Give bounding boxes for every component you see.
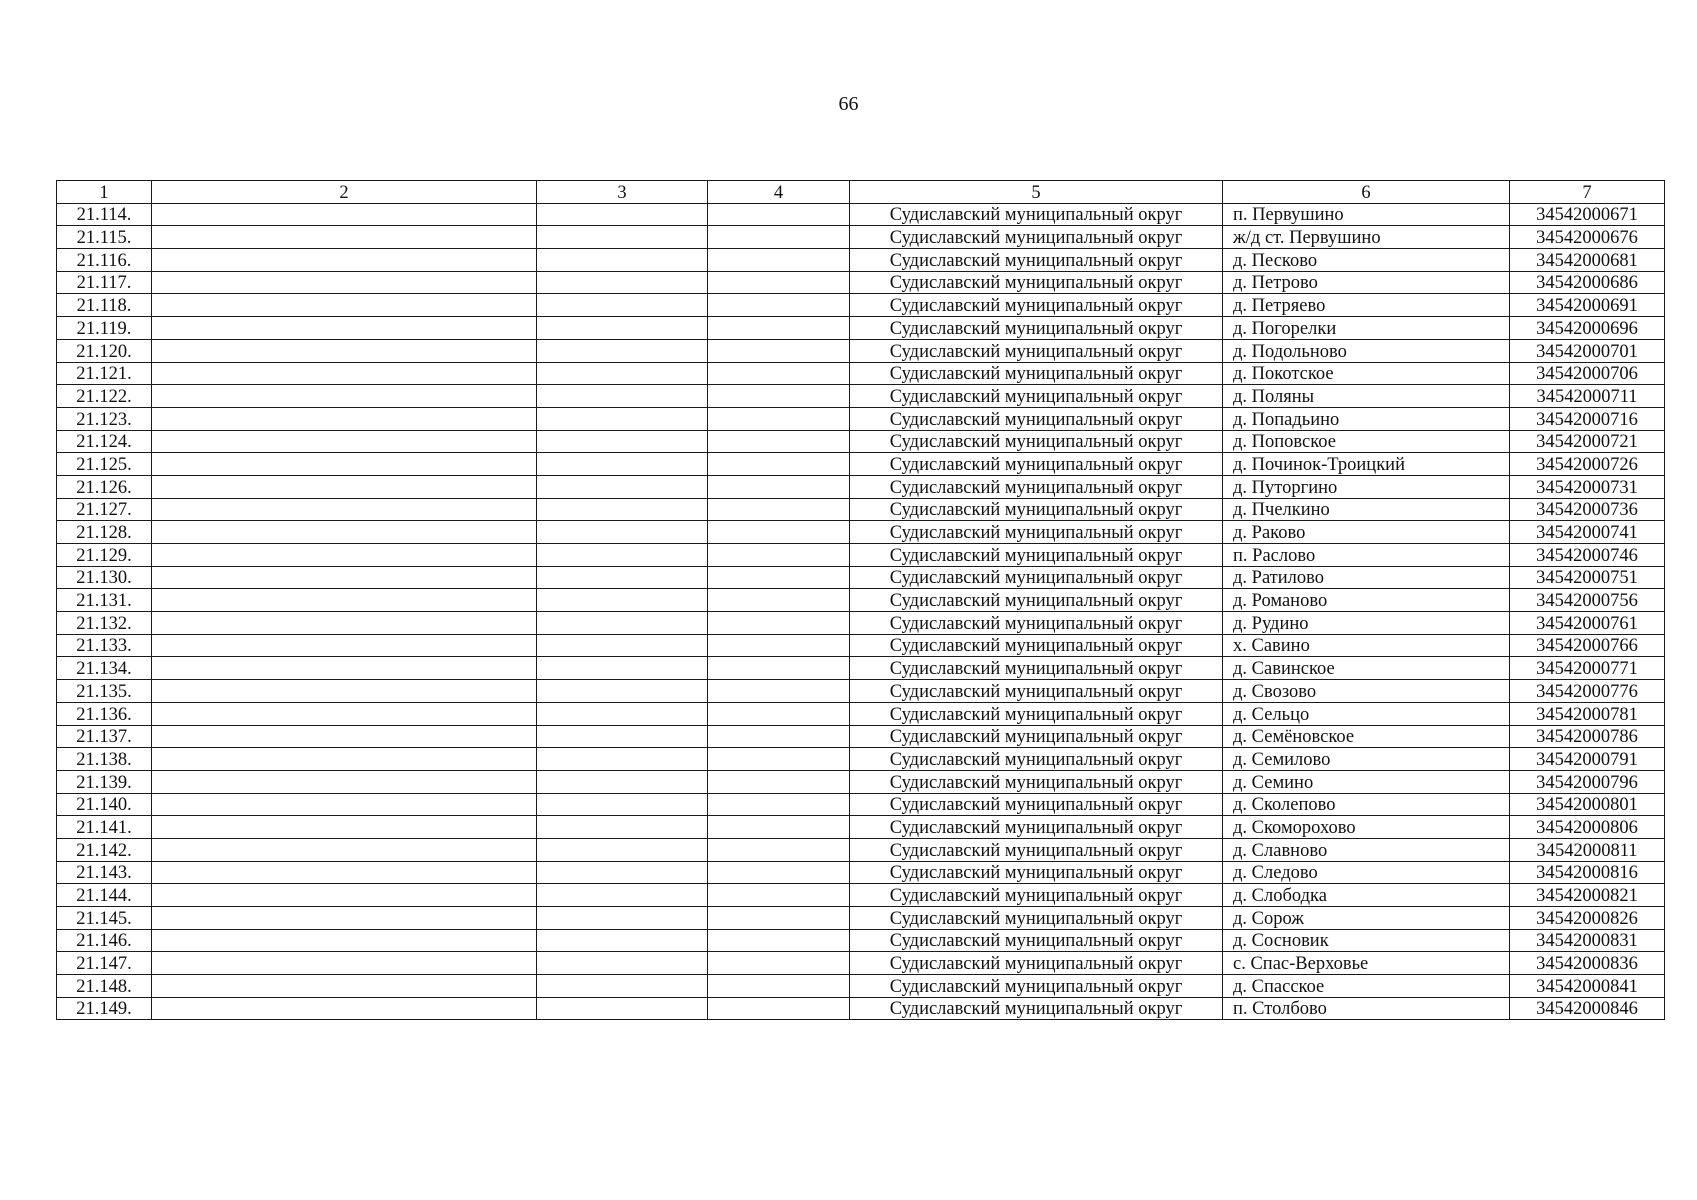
column-3-cell	[537, 702, 708, 725]
column-4-cell	[708, 907, 850, 930]
table-body	[57, 181, 1665, 1020]
oktmo-code-cell: 34542000726	[1510, 453, 1665, 476]
district-cell: Судиславский муниципальный округ	[850, 997, 1223, 1020]
column-3-cell	[537, 975, 708, 998]
settlement-cell: с. Спас-Верховье	[1223, 952, 1510, 975]
settlement-cell: д. Сколепово	[1223, 793, 1510, 816]
settlement-cell: д. Семилово	[1223, 748, 1510, 771]
table-header-row	[57, 181, 1665, 204]
column-2-cell	[152, 430, 537, 453]
column-2-cell	[152, 952, 537, 975]
column-2-cell	[152, 612, 537, 635]
table-row	[57, 770, 1665, 793]
district-cell: Судиславский муниципальный округ	[850, 362, 1223, 385]
settlement-cell: д. Ратилово	[1223, 566, 1510, 589]
settlement-cell: д. Путоргино	[1223, 475, 1510, 498]
column-3-cell	[537, 997, 708, 1020]
column-3-cell	[537, 203, 708, 226]
column-2-cell	[152, 544, 537, 567]
settlement-cell: д. Свозово	[1223, 680, 1510, 703]
column-2-cell	[152, 498, 537, 521]
district-cell: Судиславский муниципальный округ	[850, 317, 1223, 340]
district-cell: Судиславский муниципальный округ	[850, 498, 1223, 521]
table-row	[57, 339, 1665, 362]
row-number-cell: 21.117.	[57, 271, 152, 294]
column-2-cell	[152, 362, 537, 385]
column-4-cell	[708, 339, 850, 362]
table-row	[57, 453, 1665, 476]
settlement-cell: д. Попадьино	[1223, 407, 1510, 430]
column-3-cell	[537, 770, 708, 793]
row-number-cell: 21.116.	[57, 249, 152, 272]
oktmo-code-cell: 34542000776	[1510, 680, 1665, 703]
column-3-cell	[537, 249, 708, 272]
district-cell: Судиславский муниципальный округ	[850, 838, 1223, 861]
table-row	[57, 861, 1665, 884]
column-4-cell	[708, 589, 850, 612]
settlement-cell: п. Первушино	[1223, 203, 1510, 226]
district-cell: Судиславский муниципальный округ	[850, 884, 1223, 907]
column-4-cell	[708, 498, 850, 521]
table-row	[57, 226, 1665, 249]
district-cell: Судиславский муниципальный округ	[850, 793, 1223, 816]
column-3-cell	[537, 521, 708, 544]
column-2-cell	[152, 385, 537, 408]
row-number-cell: 21.123.	[57, 407, 152, 430]
column-2-cell	[152, 634, 537, 657]
column-3-cell	[537, 544, 708, 567]
column-3-cell	[537, 952, 708, 975]
oktmo-code-cell: 34542000681	[1510, 249, 1665, 272]
oktmo-code-cell: 34542000811	[1510, 838, 1665, 861]
table-row	[57, 997, 1665, 1020]
oktmo-code-cell: 34542000751	[1510, 566, 1665, 589]
oktmo-code-cell: 34542000791	[1510, 748, 1665, 771]
column-3-cell	[537, 838, 708, 861]
settlement-cell: х. Савино	[1223, 634, 1510, 657]
district-cell: Судиславский муниципальный округ	[850, 226, 1223, 249]
oktmo-code-cell: 34542000796	[1510, 770, 1665, 793]
row-number-cell: 21.141.	[57, 816, 152, 839]
header-cell: 5	[850, 181, 1223, 204]
settlement-cell: д. Сорож	[1223, 907, 1510, 930]
settlement-cell: п. Столбово	[1223, 997, 1510, 1020]
row-number-cell: 21.134.	[57, 657, 152, 680]
settlement-cell: д. Романово	[1223, 589, 1510, 612]
column-2-cell	[152, 294, 537, 317]
settlement-cell: д. Славново	[1223, 838, 1510, 861]
settlement-cell: д. Рудино	[1223, 612, 1510, 635]
column-4-cell	[708, 793, 850, 816]
column-2-cell	[152, 203, 537, 226]
row-number-cell: 21.135.	[57, 680, 152, 703]
table-row	[57, 816, 1665, 839]
table-row	[57, 612, 1665, 635]
oktmo-code-cell: 34542000671	[1510, 203, 1665, 226]
row-number-cell: 21.149.	[57, 997, 152, 1020]
district-cell: Судиславский муниципальный округ	[850, 861, 1223, 884]
table-row	[57, 952, 1665, 975]
column-2-cell	[152, 997, 537, 1020]
table-row	[57, 362, 1665, 385]
table-row	[57, 294, 1665, 317]
oktmo-code-cell: 34542000686	[1510, 271, 1665, 294]
district-cell: Судиславский муниципальный округ	[850, 702, 1223, 725]
column-3-cell	[537, 589, 708, 612]
column-3-cell	[537, 498, 708, 521]
district-cell: Судиславский муниципальный округ	[850, 725, 1223, 748]
header-cell: 7	[1510, 181, 1665, 204]
column-2-cell	[152, 249, 537, 272]
row-number-cell: 21.137.	[57, 725, 152, 748]
column-2-cell	[152, 770, 537, 793]
oktmo-code-cell: 34542000806	[1510, 816, 1665, 839]
column-3-cell	[537, 634, 708, 657]
district-cell: Судиславский муниципальный округ	[850, 271, 1223, 294]
row-number-cell: 21.133.	[57, 634, 152, 657]
row-number-cell: 21.125.	[57, 453, 152, 476]
oktmo-code-cell: 34542000831	[1510, 929, 1665, 952]
column-3-cell	[537, 407, 708, 430]
settlement-cell: д. Погорелки	[1223, 317, 1510, 340]
district-cell: Судиславский муниципальный округ	[850, 566, 1223, 589]
column-2-cell	[152, 566, 537, 589]
district-cell: Судиславский муниципальный округ	[850, 521, 1223, 544]
row-number-cell: 21.127.	[57, 498, 152, 521]
district-cell: Судиславский муниципальный округ	[850, 430, 1223, 453]
row-number-cell: 21.139.	[57, 770, 152, 793]
settlement-cell: д. Покотское	[1223, 362, 1510, 385]
settlement-cell: д. Следово	[1223, 861, 1510, 884]
district-cell: Судиславский муниципальный округ	[850, 770, 1223, 793]
column-2-cell	[152, 907, 537, 930]
column-4-cell	[708, 249, 850, 272]
column-2-cell	[152, 407, 537, 430]
column-4-cell	[708, 521, 850, 544]
header-cell: 4	[708, 181, 850, 204]
settlement-cell: д. Поповское	[1223, 430, 1510, 453]
column-4-cell	[708, 317, 850, 340]
table-row	[57, 725, 1665, 748]
oktmo-code-cell: 34542000846	[1510, 997, 1665, 1020]
oktmo-code-cell: 34542000701	[1510, 339, 1665, 362]
table-row	[57, 838, 1665, 861]
settlement-cell: д. Слободка	[1223, 884, 1510, 907]
oktmo-code-cell: 34542000711	[1510, 385, 1665, 408]
column-3-cell	[537, 475, 708, 498]
oktmo-code-cell: 34542000716	[1510, 407, 1665, 430]
column-4-cell	[708, 702, 850, 725]
district-cell: Судиславский муниципальный округ	[850, 385, 1223, 408]
column-2-cell	[152, 226, 537, 249]
row-number-cell: 21.114.	[57, 203, 152, 226]
column-3-cell	[537, 793, 708, 816]
row-number-cell: 21.115.	[57, 226, 152, 249]
table-row	[57, 249, 1665, 272]
oktmo-code-cell: 34542000781	[1510, 702, 1665, 725]
oktmo-code-cell: 34542000826	[1510, 907, 1665, 930]
district-cell: Судиславский муниципальный округ	[850, 475, 1223, 498]
column-2-cell	[152, 975, 537, 998]
column-4-cell	[708, 975, 850, 998]
column-2-cell	[152, 748, 537, 771]
row-number-cell: 21.136.	[57, 702, 152, 725]
oktmo-code-cell: 34542000841	[1510, 975, 1665, 998]
column-2-cell	[152, 838, 537, 861]
column-4-cell	[708, 725, 850, 748]
column-3-cell	[537, 929, 708, 952]
settlement-cell: д. Поляны	[1223, 385, 1510, 408]
column-3-cell	[537, 884, 708, 907]
row-number-cell: 21.130.	[57, 566, 152, 589]
row-number-cell: 21.138.	[57, 748, 152, 771]
district-cell: Судиславский муниципальный округ	[850, 634, 1223, 657]
row-number-cell: 21.146.	[57, 929, 152, 952]
header-cell: 3	[537, 181, 708, 204]
settlement-cell: д. Семёновское	[1223, 725, 1510, 748]
district-cell: Судиславский муниципальный округ	[850, 929, 1223, 952]
table-row	[57, 657, 1665, 680]
column-3-cell	[537, 861, 708, 884]
column-4-cell	[708, 770, 850, 793]
oktmo-code-cell: 34542000801	[1510, 793, 1665, 816]
settlement-cell: д. Скоморохово	[1223, 816, 1510, 839]
table-row	[57, 407, 1665, 430]
table-row	[57, 521, 1665, 544]
row-number-cell: 21.148.	[57, 975, 152, 998]
column-2-cell	[152, 884, 537, 907]
column-3-cell	[537, 362, 708, 385]
oktmo-code-cell: 34542000741	[1510, 521, 1665, 544]
row-number-cell: 21.126.	[57, 475, 152, 498]
row-number-cell: 21.128.	[57, 521, 152, 544]
column-3-cell	[537, 453, 708, 476]
row-number-cell: 21.129.	[57, 544, 152, 567]
column-4-cell	[708, 634, 850, 657]
row-number-cell: 21.143.	[57, 861, 152, 884]
settlement-cell: д. Песково	[1223, 249, 1510, 272]
table-row	[57, 634, 1665, 657]
column-2-cell	[152, 453, 537, 476]
column-2-cell	[152, 861, 537, 884]
column-4-cell	[708, 203, 850, 226]
oktmo-code-cell: 34542000771	[1510, 657, 1665, 680]
column-4-cell	[708, 271, 850, 294]
oktmo-code-cell: 34542000816	[1510, 861, 1665, 884]
column-4-cell	[708, 612, 850, 635]
row-number-cell: 21.147.	[57, 952, 152, 975]
settlement-cell: д. Подольново	[1223, 339, 1510, 362]
settlement-cell: ж/д ст. Первушино	[1223, 226, 1510, 249]
column-2-cell	[152, 680, 537, 703]
column-2-cell	[152, 793, 537, 816]
column-4-cell	[708, 226, 850, 249]
column-2-cell	[152, 589, 537, 612]
oktmo-code-cell: 34542000746	[1510, 544, 1665, 567]
district-cell: Судиславский муниципальный округ	[850, 816, 1223, 839]
table-row	[57, 317, 1665, 340]
settlement-cell: д. Савинское	[1223, 657, 1510, 680]
page-number: 66	[838, 93, 859, 115]
table-row	[57, 566, 1665, 589]
column-3-cell	[537, 385, 708, 408]
row-number-cell: 21.124.	[57, 430, 152, 453]
oktmo-code-cell: 34542000786	[1510, 725, 1665, 748]
settlement-cell: д. Раково	[1223, 521, 1510, 544]
district-cell: Судиславский муниципальный округ	[850, 907, 1223, 930]
table-row	[57, 475, 1665, 498]
settlement-cell: д. Спасское	[1223, 975, 1510, 998]
column-2-cell	[152, 271, 537, 294]
settlement-cell: д. Пчелкино	[1223, 498, 1510, 521]
row-number-cell: 21.131.	[57, 589, 152, 612]
column-4-cell	[708, 884, 850, 907]
oktmo-code-cell: 34542000731	[1510, 475, 1665, 498]
oktmo-code-cell: 34542000676	[1510, 226, 1665, 249]
column-3-cell	[537, 430, 708, 453]
table-row	[57, 702, 1665, 725]
column-4-cell	[708, 861, 850, 884]
row-number-cell: 21.121.	[57, 362, 152, 385]
table-row	[57, 929, 1665, 952]
column-3-cell	[537, 226, 708, 249]
settlement-cell: д. Сосновик	[1223, 929, 1510, 952]
column-3-cell	[537, 271, 708, 294]
column-3-cell	[537, 317, 708, 340]
column-4-cell	[708, 997, 850, 1020]
header-cell: 1	[57, 181, 152, 204]
column-2-cell	[152, 339, 537, 362]
row-number-cell: 21.122.	[57, 385, 152, 408]
oktmo-code-cell: 34542000691	[1510, 294, 1665, 317]
oktmo-code-cell: 34542000706	[1510, 362, 1665, 385]
table-row	[57, 430, 1665, 453]
district-cell: Судиславский муниципальный округ	[850, 453, 1223, 476]
row-number-cell: 21.119.	[57, 317, 152, 340]
column-4-cell	[708, 816, 850, 839]
row-number-cell: 21.132.	[57, 612, 152, 635]
district-cell: Судиславский муниципальный округ	[850, 249, 1223, 272]
table-row	[57, 975, 1665, 998]
district-cell: Судиславский муниципальный округ	[850, 294, 1223, 317]
column-2-cell	[152, 725, 537, 748]
district-cell: Судиславский муниципальный округ	[850, 612, 1223, 635]
column-3-cell	[537, 339, 708, 362]
column-2-cell	[152, 475, 537, 498]
column-4-cell	[708, 453, 850, 476]
column-3-cell	[537, 907, 708, 930]
table-row	[57, 907, 1665, 930]
district-cell: Судиславский муниципальный округ	[850, 975, 1223, 998]
table-row	[57, 793, 1665, 816]
column-3-cell	[537, 680, 708, 703]
district-cell: Судиславский муниципальный округ	[850, 203, 1223, 226]
column-2-cell	[152, 816, 537, 839]
table-row	[57, 884, 1665, 907]
table-row	[57, 271, 1665, 294]
oktmo-code-cell: 34542000821	[1510, 884, 1665, 907]
oktmo-code-cell: 34542000696	[1510, 317, 1665, 340]
column-4-cell	[708, 838, 850, 861]
settlements-table	[56, 180, 1665, 1020]
row-number-cell: 21.120.	[57, 339, 152, 362]
table-row	[57, 385, 1665, 408]
row-number-cell: 21.145.	[57, 907, 152, 930]
column-4-cell	[708, 952, 850, 975]
settlement-cell: д. Семино	[1223, 770, 1510, 793]
district-cell: Судиславский муниципальный округ	[850, 748, 1223, 771]
oktmo-code-cell: 34542000836	[1510, 952, 1665, 975]
settlement-cell: д. Сельцо	[1223, 702, 1510, 725]
row-number-cell: 21.118.	[57, 294, 152, 317]
column-4-cell	[708, 475, 850, 498]
table-row	[57, 544, 1665, 567]
row-number-cell: 21.140.	[57, 793, 152, 816]
column-4-cell	[708, 544, 850, 567]
district-cell: Судиславский муниципальный округ	[850, 952, 1223, 975]
table-row	[57, 498, 1665, 521]
settlement-cell: д. Петрово	[1223, 271, 1510, 294]
settlement-cell: д. Петряево	[1223, 294, 1510, 317]
column-4-cell	[708, 294, 850, 317]
oktmo-code-cell: 34542000721	[1510, 430, 1665, 453]
column-4-cell	[708, 748, 850, 771]
settlement-cell: д. Починок-Троицкий	[1223, 453, 1510, 476]
header-cell: 2	[152, 181, 537, 204]
district-cell: Судиславский муниципальный округ	[850, 339, 1223, 362]
settlement-cell: п. Раслово	[1223, 544, 1510, 567]
column-2-cell	[152, 702, 537, 725]
column-4-cell	[708, 362, 850, 385]
column-4-cell	[708, 566, 850, 589]
column-4-cell	[708, 385, 850, 408]
column-4-cell	[708, 430, 850, 453]
oktmo-code-cell: 34542000736	[1510, 498, 1665, 521]
row-number-cell: 21.142.	[57, 838, 152, 861]
oktmo-code-cell: 34542000766	[1510, 634, 1665, 657]
district-cell: Судиславский муниципальный округ	[850, 680, 1223, 703]
district-cell: Судиславский муниципальный округ	[850, 544, 1223, 567]
table-row	[57, 203, 1665, 226]
table-row	[57, 748, 1665, 771]
column-2-cell	[152, 521, 537, 544]
column-3-cell	[537, 816, 708, 839]
column-4-cell	[708, 929, 850, 952]
oktmo-code-cell: 34542000761	[1510, 612, 1665, 635]
district-cell: Судиславский муниципальный округ	[850, 407, 1223, 430]
column-3-cell	[537, 612, 708, 635]
column-3-cell	[537, 294, 708, 317]
column-2-cell	[152, 317, 537, 340]
table-row	[57, 680, 1665, 703]
column-4-cell	[708, 657, 850, 680]
district-cell: Судиславский муниципальный округ	[850, 657, 1223, 680]
district-cell: Судиславский муниципальный округ	[850, 589, 1223, 612]
column-4-cell	[708, 680, 850, 703]
column-2-cell	[152, 929, 537, 952]
column-2-cell	[152, 657, 537, 680]
column-3-cell	[537, 725, 708, 748]
oktmo-code-cell: 34542000756	[1510, 589, 1665, 612]
column-3-cell	[537, 657, 708, 680]
header-cell: 6	[1223, 181, 1510, 204]
row-number-cell: 21.144.	[57, 884, 152, 907]
table-row	[57, 589, 1665, 612]
column-3-cell	[537, 566, 708, 589]
column-4-cell	[708, 407, 850, 430]
column-3-cell	[537, 748, 708, 771]
